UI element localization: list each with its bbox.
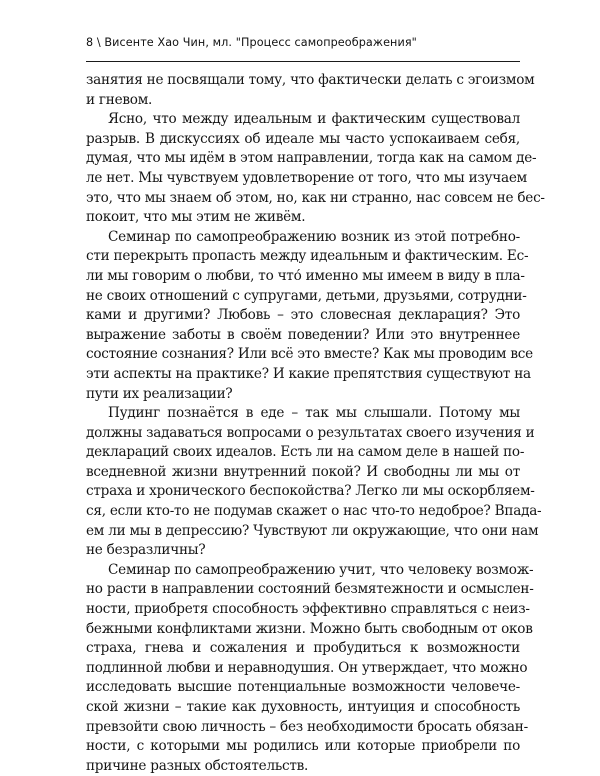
text-line: Семинар по самопреображению учит, что человеку возмож- <box>108 561 534 578</box>
text-line: превзойти свою личность – без необходимости бросать обязан- <box>86 718 528 735</box>
text-line: вседневной жизни внутренний покой? И свободны ли мы от <box>86 463 520 480</box>
text-line: но расти в направлении состояний безмятежности и осмыслен- <box>86 581 534 598</box>
text-line: выражение заботы в своём поведении? Или это внутреннее <box>86 326 520 343</box>
text-line: ем ли мы в депрессию? Чувствуют ли окружающие, что они нам <box>86 522 539 539</box>
text-line: ности, приобретя способность эффективно справляться с неиз- <box>86 601 530 618</box>
text-line: не безразличны? <box>86 542 206 559</box>
text-line: думая, что мы идём в этом направлении, тогда как на самом де- <box>86 150 537 167</box>
paragraph-5 <box>86 561 534 776</box>
paragraph-3 <box>86 228 533 404</box>
paragraph-4 <box>86 404 542 561</box>
text-line: занятия не посвящали тому, что фактически делать с эгоизмом <box>86 72 535 88</box>
running-head: 8 \ Висенте Хао Чин, мл. "Процесс самопреображения" <box>86 36 417 49</box>
text-line: покоит, что мы этим не живём. <box>86 209 306 226</box>
text-line: должны задаваться вопросами о результатах своего изучения и <box>86 424 535 441</box>
text-line: страха и хронического беспокойства? Легко ли мы оскорбляем- <box>86 483 535 500</box>
paragraph-1 <box>86 71 535 110</box>
text-line: причине разных обстоятельств. <box>86 757 309 774</box>
text-line: эти аспекты на практике? И какие препятствия существуют на <box>86 365 531 382</box>
text-line: ками и другими? Любовь – это словесная декларация? Это <box>86 307 520 324</box>
text-line: ся, если кто-то не подумав скажет о нас что-то недоброе? Впада- <box>86 503 542 520</box>
paragraph-2 <box>86 110 545 228</box>
text-line: ле нет. Мы чувствуем удовлетворение от того, что мы изучаем <box>86 169 528 186</box>
text-line: сти перекрыть пропасть между идеальным и фактическим. Ес- <box>86 248 529 265</box>
text-line: и гневом. <box>86 91 153 108</box>
text-line: ности, с которыми мы родились или которые приобрели по <box>86 738 520 755</box>
text-line: ли мы говорим о любви, то что́ именно мы имеем в виду в пла- <box>86 267 525 284</box>
text-line: страха, гнева и сожаления и пробудиться к возможности <box>86 640 520 657</box>
header-rule <box>86 61 520 62</box>
text-line: ской жизни – такие как духовность, интуиция и способность <box>86 699 520 715</box>
text-line: Пудинг познаётся в еде – так мы слышали. Потому мы <box>108 405 520 422</box>
text-line: Семинар по самопреображению возник из этой потребно- <box>108 228 520 245</box>
text-line: не своих отношений с супругами, детьми, друзьями, сотрудни- <box>86 287 527 304</box>
text-line: Ясно, что между идеальным и фактическим существовал <box>108 111 520 128</box>
text-line: пути их реализации? <box>86 385 233 402</box>
text-line: подлинной любви и неравнодушия. Он утверждает, что можно <box>86 659 528 676</box>
body-text <box>86 71 545 776</box>
text-line: бежными конфликтами жизни. Можно быть свободным от оков <box>86 620 533 637</box>
text-line: состояние сознания? Или всё это вместе? Как мы проводим все <box>86 346 533 363</box>
text-line: исследовать высшие потенциальные возможности человече- <box>86 679 520 696</box>
text-line: это, что мы знаем об этом, но, как ни странно, нас совсем не бес- <box>86 189 545 206</box>
text-line: разрыв. В дискуссиях об идеале мы часто успокаиваем себя, <box>86 130 520 147</box>
text-line: деклараций своих идеалов. Есть ли на самом деле в нашей по- <box>86 444 525 461</box>
